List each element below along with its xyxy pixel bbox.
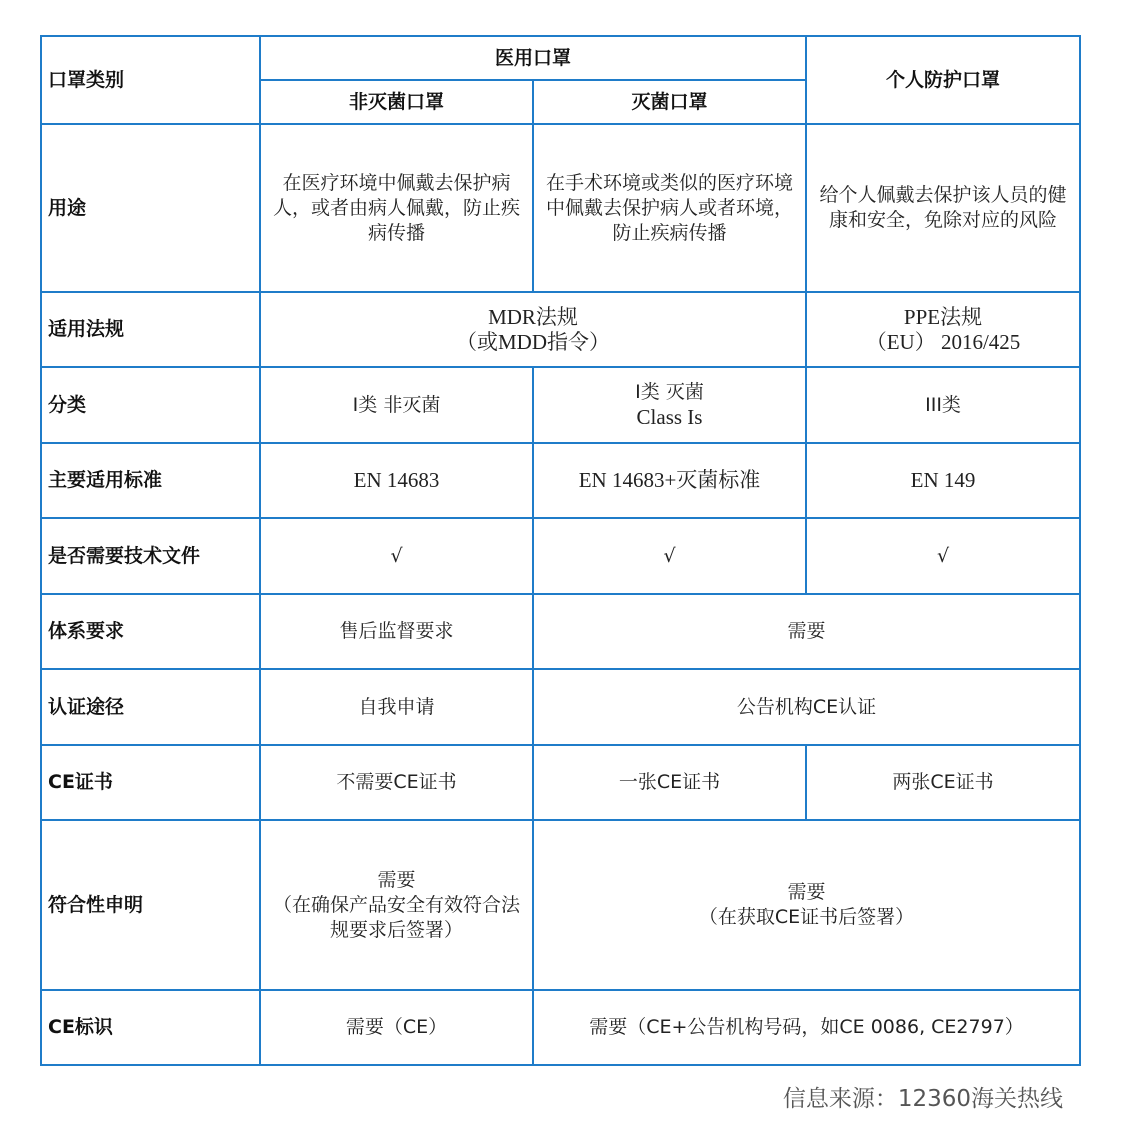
declaration-row [41, 820, 1080, 990]
purpose-non-sterile: 在医疗环境中佩戴去保护病人，或者由病人佩戴，防止疾病传播 [260, 124, 533, 292]
standard-sterile: EN 14683+灭菌标准 [533, 443, 806, 518]
certification-route-row [41, 669, 1080, 745]
purpose-label: 用途 [41, 124, 260, 292]
personal-protective-mask-header: 个人防护口罩 [806, 36, 1080, 124]
ce-certificate-row [41, 745, 1080, 820]
declaration-others-line2: （在获取CE证书后签署） [698, 906, 915, 928]
certification-route-others: 公告机构CE认证 [533, 669, 1080, 745]
classification-sterile [533, 367, 806, 443]
ce-certificate-non-sterile: 不需要CE证书 [260, 745, 533, 820]
classification-label: 分类 [41, 367, 260, 443]
regulation-personal-line2: （EU） 2016/425 [865, 329, 1021, 354]
declaration-others [533, 820, 1080, 990]
ce-mark-non-sterile: 需要（CE） [260, 990, 533, 1065]
classification-personal: III类 [806, 367, 1080, 443]
system-requirement-row [41, 594, 1080, 669]
ce-mark-others: 需要（CE+公告机构号码，如CE 0086, CE2797） [533, 990, 1080, 1065]
technical-file-sterile: √ [533, 518, 806, 594]
purpose-row [41, 124, 1080, 292]
purpose-personal: 给个人佩戴去保护该人员的健康和安全，免除对应的风险 [806, 124, 1080, 292]
ce-certificate-label: CE证书 [41, 745, 260, 820]
system-requirement-others: 需要 [533, 594, 1080, 669]
declaration-others-line1: 需要 [787, 881, 826, 903]
classification-non-sterile: I类 非灭菌 [260, 367, 533, 443]
ce-mark-label: CE标识 [41, 990, 260, 1065]
regulation-medical [260, 292, 806, 367]
declaration-non-sterile [260, 820, 533, 990]
declaration-non-sterile-line1: 需要 [377, 868, 416, 891]
ce-mark-row [41, 990, 1080, 1065]
regulation-row [41, 292, 1080, 367]
ce-certificate-sterile: 一张CE证书 [533, 745, 806, 820]
classification-sterile-line2: Class Is [636, 405, 703, 429]
standard-label: 主要适用标准 [41, 443, 260, 518]
non-sterile-mask-header: 非灭菌口罩 [260, 80, 533, 124]
technical-file-personal: √ [806, 518, 1080, 594]
purpose-sterile: 在手术环境或类似的医疗环境中佩戴去保护病人或者环境，防止疾病传播 [533, 124, 806, 292]
standard-non-sterile: EN 14683 [260, 443, 533, 518]
medical-mask-header: 医用口罩 [260, 36, 806, 80]
mask-category-header: 口罩类别 [41, 36, 260, 124]
classification-row [41, 367, 1080, 443]
standard-personal: EN 149 [806, 443, 1080, 518]
technical-file-non-sterile: √ [260, 518, 533, 594]
regulation-personal-line1: PPE法规 [903, 304, 983, 329]
certification-route-label: 认证途径 [41, 669, 260, 745]
technical-file-label: 是否需要技术文件 [41, 518, 260, 594]
sterile-mask-header: 灭菌口罩 [533, 80, 806, 124]
ce-certificate-personal: 两张CE证书 [806, 745, 1080, 820]
certification-route-non-sterile: 自我申请 [260, 669, 533, 745]
regulation-medical-line1: MDR法规 [488, 304, 578, 329]
mask-comparison-table [40, 35, 1081, 1066]
standard-row [41, 443, 1080, 518]
header-row-1 [41, 36, 1080, 80]
system-requirement-label: 体系要求 [41, 594, 260, 669]
declaration-non-sterile-line2: （在确保产品安全有效符合法规要求后签署） [272, 893, 520, 941]
technical-file-row [41, 518, 1080, 594]
declaration-label: 符合性申明 [41, 820, 260, 990]
regulation-medical-line2: （或MDD指令） [456, 329, 611, 354]
mask-comparison-table-wrapper [40, 35, 1079, 1066]
system-requirement-non-sterile: 售后监督要求 [260, 594, 533, 669]
classification-sterile-line1: I类 灭菌 [635, 381, 704, 403]
regulation-personal [806, 292, 1080, 367]
source-note: 信息来源：12360海关热线 [782, 1086, 1063, 1112]
regulation-label: 适用法规 [41, 292, 260, 367]
